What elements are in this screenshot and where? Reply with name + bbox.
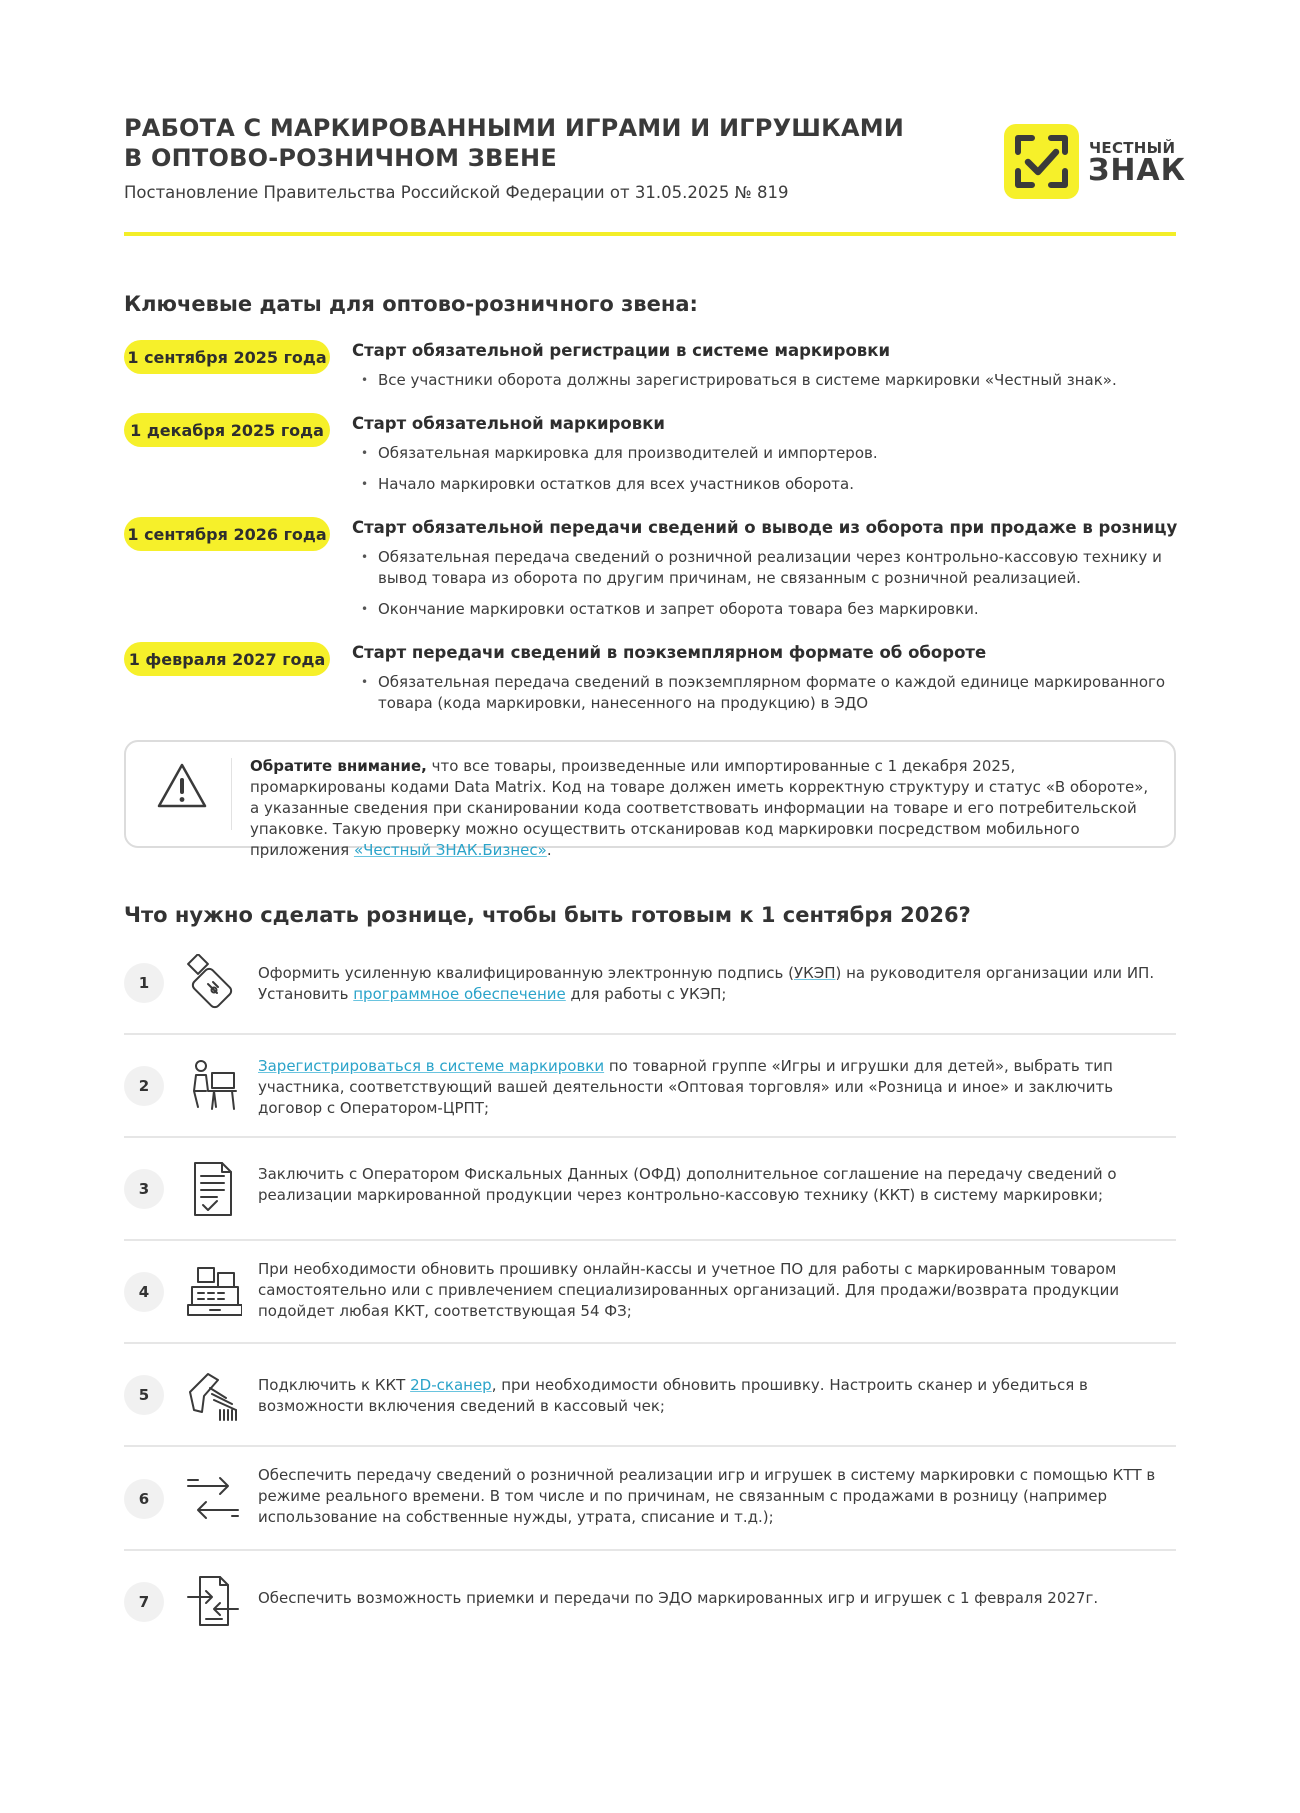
step-text xyxy=(258,963,1168,1005)
bullet-list xyxy=(352,547,1176,620)
document-exchange-icon xyxy=(184,1573,242,1631)
date-heading: Старт обязательной передачи сведений о выводе из оборота при продаже в розницу xyxy=(352,518,1178,537)
logo-text-big: ЗНАК xyxy=(1088,153,1187,188)
bullet-item: • Окончание маркировки остатков и запрет оборота товара без маркировки. xyxy=(352,599,1176,620)
step-number: 1 xyxy=(124,963,164,1003)
step-divider xyxy=(124,1239,1176,1241)
logo xyxy=(1004,124,1187,199)
step-divider xyxy=(124,1445,1176,1447)
bullet-list xyxy=(352,443,1176,495)
bullet-item: • Обязательная передача сведений о розничной реализации через контрольно-кассовую технику и вывод товара из оборота по другим причинам, не связанным с розничной реализацией. xyxy=(352,547,1176,589)
steps-title: Что нужно сделать рознице, чтобы быть готовым к 1 сентября 2026? xyxy=(124,903,971,927)
step-text-part: ) на руководителя организации или ИП. Установить xyxy=(258,964,1155,1003)
step-text: Обеспечить передачу сведений о розничной реализации игр и игрушек в систему маркировки с помощью КТТ в режиме реального времени. В том числе и по причинам, не связанным с продажами в розницу (например использование на собственные нужды, утрата, списание и т.д.); xyxy=(258,1466,1156,1526)
register-link[interactable]: Зарегистрироваться в системе маркировки xyxy=(258,1057,605,1075)
bullet-item: • Обязательная маркировка для производителей и импортеров. xyxy=(352,443,1176,464)
step-divider xyxy=(124,1136,1176,1138)
bullet-list xyxy=(352,672,1176,714)
step-text-part: Оформить усиленную квалифицированную электронную подпись ( xyxy=(258,964,794,982)
check-in-frame-icon xyxy=(1004,124,1079,199)
usb-token-icon xyxy=(184,954,242,1012)
step-text-part: для работы с УКЭП; xyxy=(565,985,727,1003)
date-badge: 1 декабря 2025 года xyxy=(124,413,330,447)
scanner-link[interactable]: 2D-сканер xyxy=(410,1376,492,1394)
step-number: 6 xyxy=(124,1479,164,1519)
date-badge: 1 февраля 2027 года xyxy=(124,642,330,676)
notice-divider xyxy=(231,758,232,830)
notice-text xyxy=(250,756,1150,861)
step-number: 3 xyxy=(124,1169,164,1209)
software-link[interactable]: программное обеспечение xyxy=(353,985,566,1003)
step-text: Обеспечить возможность приемки и передачи по ЭДО маркированных игр и игрушек с 1 февраля 2027г. xyxy=(258,1589,1099,1607)
step-divider xyxy=(124,1033,1176,1035)
date-content xyxy=(352,517,1176,630)
barcode-scanner-icon xyxy=(184,1366,242,1424)
step-number: 7 xyxy=(124,1582,164,1622)
step-text-part: по товарной группе «Игры и игрушки для детей», выбрать тип участника, соответствующий вашей деятельности «Оптовая торговля» или «Розница и иное» и заключить договор с Оператором-ЦРПТ; xyxy=(258,1057,1114,1117)
ukep-link[interactable]: УКЭП xyxy=(793,964,836,982)
step-text: При необходимости обновить прошивку онлайн-кассы и учетное ПО для работы с маркированным товаром самостоятельно или с привлечением специализированных организаций. Для продажи/возврата продукции подойдет любая ККТ, соответствующая 54 ФЗ; xyxy=(258,1260,1120,1320)
page-title-line-1: РАБОТА С МАРКИРОВАННЫМИ ИГРАМИ И ИГРУШКАМИ xyxy=(124,114,905,142)
header-divider xyxy=(124,232,1176,236)
signed-document-icon xyxy=(184,1160,242,1218)
exchange-arrows-icon xyxy=(184,1470,242,1528)
logo-text-small: ЧЕСТНЫЙ xyxy=(1089,139,1176,157)
step-text xyxy=(258,1375,1168,1417)
app-link[interactable]: «Честный ЗНАК.Бизнес» xyxy=(353,841,547,859)
step-number: 4 xyxy=(124,1272,164,1312)
bullet-list xyxy=(352,370,1176,391)
page-title-line-2: В ОПТОВО-РОЗНИЧНОМ ЗВЕНЕ xyxy=(124,144,557,172)
date-badge: 1 сентября 2025 года xyxy=(124,340,330,374)
bullet-item: • Начало маркировки остатков для всех участников оборота. xyxy=(352,474,1176,495)
notice-body: что все товары, произведенные или импортированные с 1 декабря 2025, промаркированы кодами Data Matrix. Код на товаре должен иметь корректную структуру и статус «В обороте», а указанные сведения при сканировании кода соответствовать информации на товаре и его потребительской упаковке. Такую проверку можно осуществить отсканировав код маркировки посредством мобильного приложения xyxy=(250,757,1149,859)
step-text xyxy=(258,1056,1168,1119)
step-text-part: , при необходимости обновить прошивку. Настроить сканер и убедиться в возможности включения сведений в кассовый чек; xyxy=(258,1376,1088,1415)
step-divider xyxy=(124,1342,1176,1344)
step-text-part: Подключить к ККТ xyxy=(258,1376,411,1394)
key-dates-title: Ключевые даты для оптово-розничного звена: xyxy=(124,292,698,316)
notice-box xyxy=(124,740,1176,859)
date-content xyxy=(352,642,1176,724)
step-text: Заключить с Оператором Фискальных Данных (ОФД) дополнительное соглашение на передачу сведений о реализации маркированной продукции через контрольно-кассовую технику (ККТ) в систему маркировки; xyxy=(258,1165,1117,1204)
step-number: 2 xyxy=(124,1066,164,1106)
date-content xyxy=(352,340,1176,401)
bullet-item: • Все участники оборота должны зарегистрироваться в системе маркировки «Честный знак». xyxy=(352,370,1176,391)
step-divider xyxy=(124,1549,1176,1551)
date-badge: 1 сентября 2026 года xyxy=(124,517,330,551)
page-subtitle: Постановление Правительства Российской Федерации от 31.05.2025 № 819 xyxy=(124,183,789,202)
warning-triangle-icon xyxy=(156,760,208,812)
bullet-item: • Обязательная передача сведений в поэкземплярном формате о каждой единице маркированного товара (кода маркировки, нанесенного на продукцию) в ЭДО xyxy=(352,672,1176,714)
notice-tail: . xyxy=(546,841,552,859)
date-content xyxy=(352,413,1176,505)
date-heading: Старт обязательной маркировки xyxy=(352,414,665,433)
person-at-computer-icon xyxy=(184,1057,242,1115)
date-heading: Старт обязательной регистрации в системе маркировки xyxy=(352,341,891,360)
notice-bold: Обратите внимание, xyxy=(250,757,427,775)
cash-register-icon xyxy=(184,1263,242,1321)
step-number: 5 xyxy=(124,1375,164,1415)
date-heading: Старт передачи сведений в поэкземплярном формате об обороте xyxy=(352,643,987,662)
